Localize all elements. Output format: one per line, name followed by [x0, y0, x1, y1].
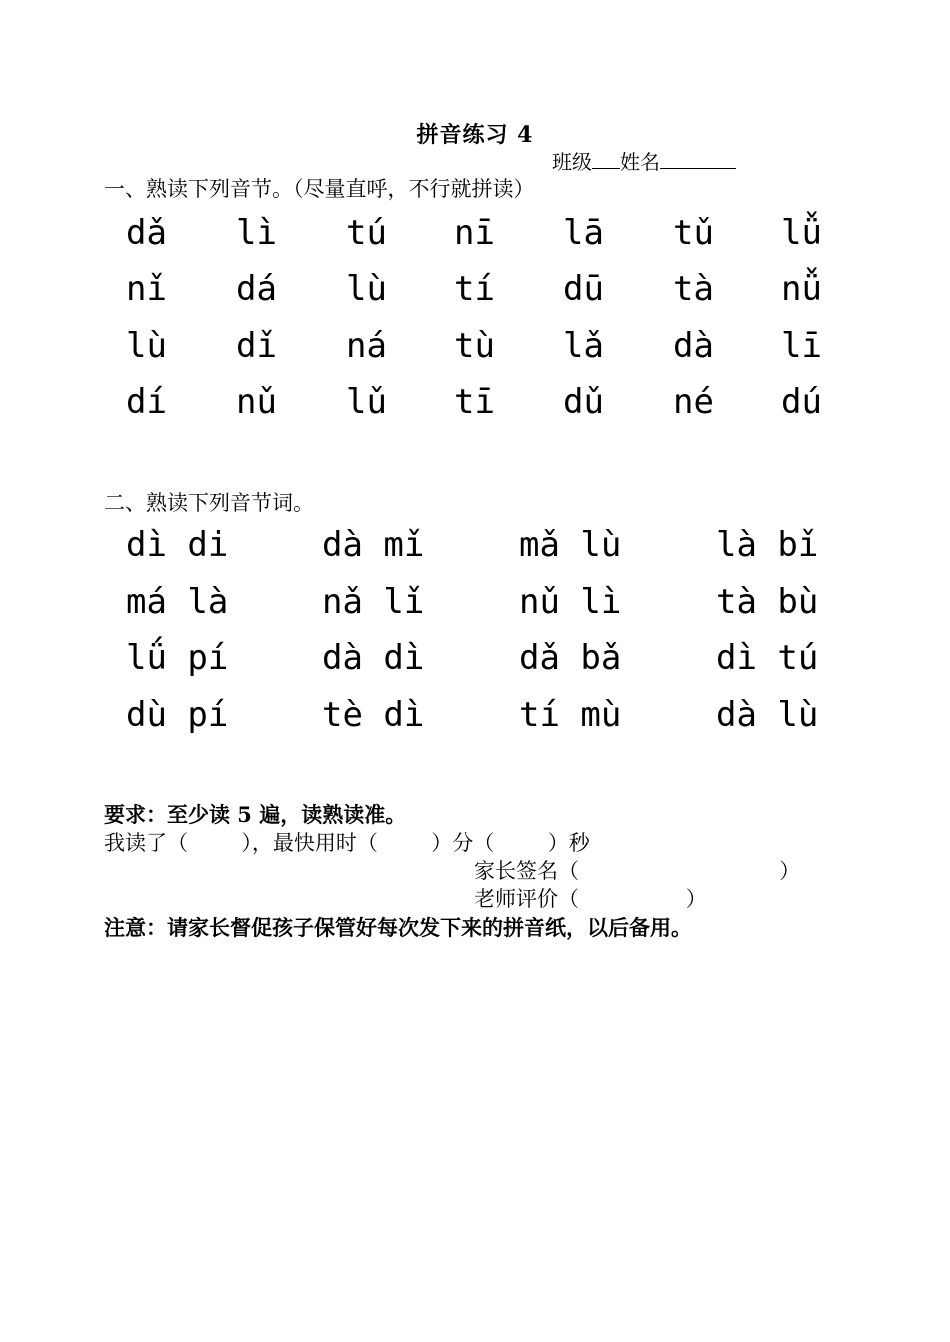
section1-item: dǔ — [563, 382, 604, 422]
section2-item: dà dì — [322, 638, 425, 678]
class-label: 班级 — [552, 150, 592, 174]
section1-item: nǚ — [781, 269, 822, 309]
section1-item: nǐ — [126, 269, 167, 309]
section2-row — [0, 578, 950, 626]
section1-item: dǐ — [236, 326, 277, 366]
section1-row — [0, 322, 950, 370]
page-title: 拼音练习 4 — [416, 122, 534, 148]
section2-item: nǎ lǐ — [322, 582, 425, 622]
section1-item: dǎ — [126, 213, 167, 253]
section1-item: tí — [454, 269, 495, 309]
section1-item: lǎ — [563, 326, 604, 366]
note-text: 注意：请家长督促孩子保管好每次发下来的拼音纸，以后备用。 — [104, 915, 692, 940]
section2-item: tí mù — [519, 695, 622, 735]
section2-item: mǎ lù — [519, 525, 622, 565]
section2-item: má là — [126, 582, 229, 622]
section1-item: lā — [563, 213, 604, 253]
section1-item: lǚ — [781, 213, 822, 253]
section2-item: dì tú — [716, 638, 819, 678]
section2-item: là bǐ — [716, 525, 819, 565]
section1-item: dū — [563, 269, 604, 309]
section2-item: dà lù — [716, 695, 819, 735]
section1-item: dú — [781, 382, 822, 422]
read-record-line: 我读了（ ），最快用时（ ）分（ ）秒 — [104, 831, 590, 855]
section1-item: lī — [781, 326, 822, 366]
section2-item: dǎ bǎ — [519, 638, 622, 678]
section2-item: lǘ pí — [126, 638, 229, 678]
section1-item: lù — [126, 326, 167, 366]
section1-row — [0, 378, 950, 426]
section2-item: tè dì — [322, 695, 425, 735]
section1-item: dá — [236, 269, 277, 309]
section1-item: dà — [673, 326, 714, 366]
section2-row — [0, 634, 950, 682]
section1-item: né — [673, 382, 714, 422]
section1-item: nī — [454, 213, 495, 253]
section1-item: tī — [454, 382, 495, 422]
section1-heading: 一、熟读下列音节。（尽量直呼，不行就拼读） — [104, 177, 535, 201]
section1-item: lì — [236, 213, 277, 253]
section2-row — [0, 521, 950, 569]
section1-row — [0, 209, 950, 257]
section2-item: dì di — [126, 525, 229, 565]
section1-item: lù — [346, 269, 387, 309]
section1-item: tǔ — [673, 213, 714, 253]
section1-item: dí — [126, 382, 167, 422]
section1-item: tú — [346, 213, 387, 253]
section2-item: dù pí — [126, 695, 229, 735]
section1-item: tù — [454, 326, 495, 366]
section1-item: nǔ — [236, 382, 277, 422]
section1-item: lǔ — [346, 382, 387, 422]
section1-item: tà — [673, 269, 714, 309]
section1-item: ná — [346, 326, 387, 366]
parent-signature-line: 家长签名（ ） — [474, 859, 801, 883]
section2-row — [0, 691, 950, 739]
name-label: 姓名 — [620, 150, 660, 174]
class-name-line — [552, 146, 736, 175]
requirement-text: 要求：至少读 5 遍，读熟读准。 — [104, 802, 407, 827]
teacher-evaluation-line: 老师评价（ ） — [474, 887, 707, 911]
section2-item: dà mǐ — [322, 525, 425, 565]
section2-item: nǔ lì — [519, 582, 622, 622]
section2-heading: 二、熟读下列音节词。 — [104, 491, 314, 515]
class-blank — [592, 150, 620, 169]
section1-row — [0, 265, 950, 313]
section2-item: tà bù — [716, 582, 819, 622]
name-blank — [660, 150, 736, 169]
